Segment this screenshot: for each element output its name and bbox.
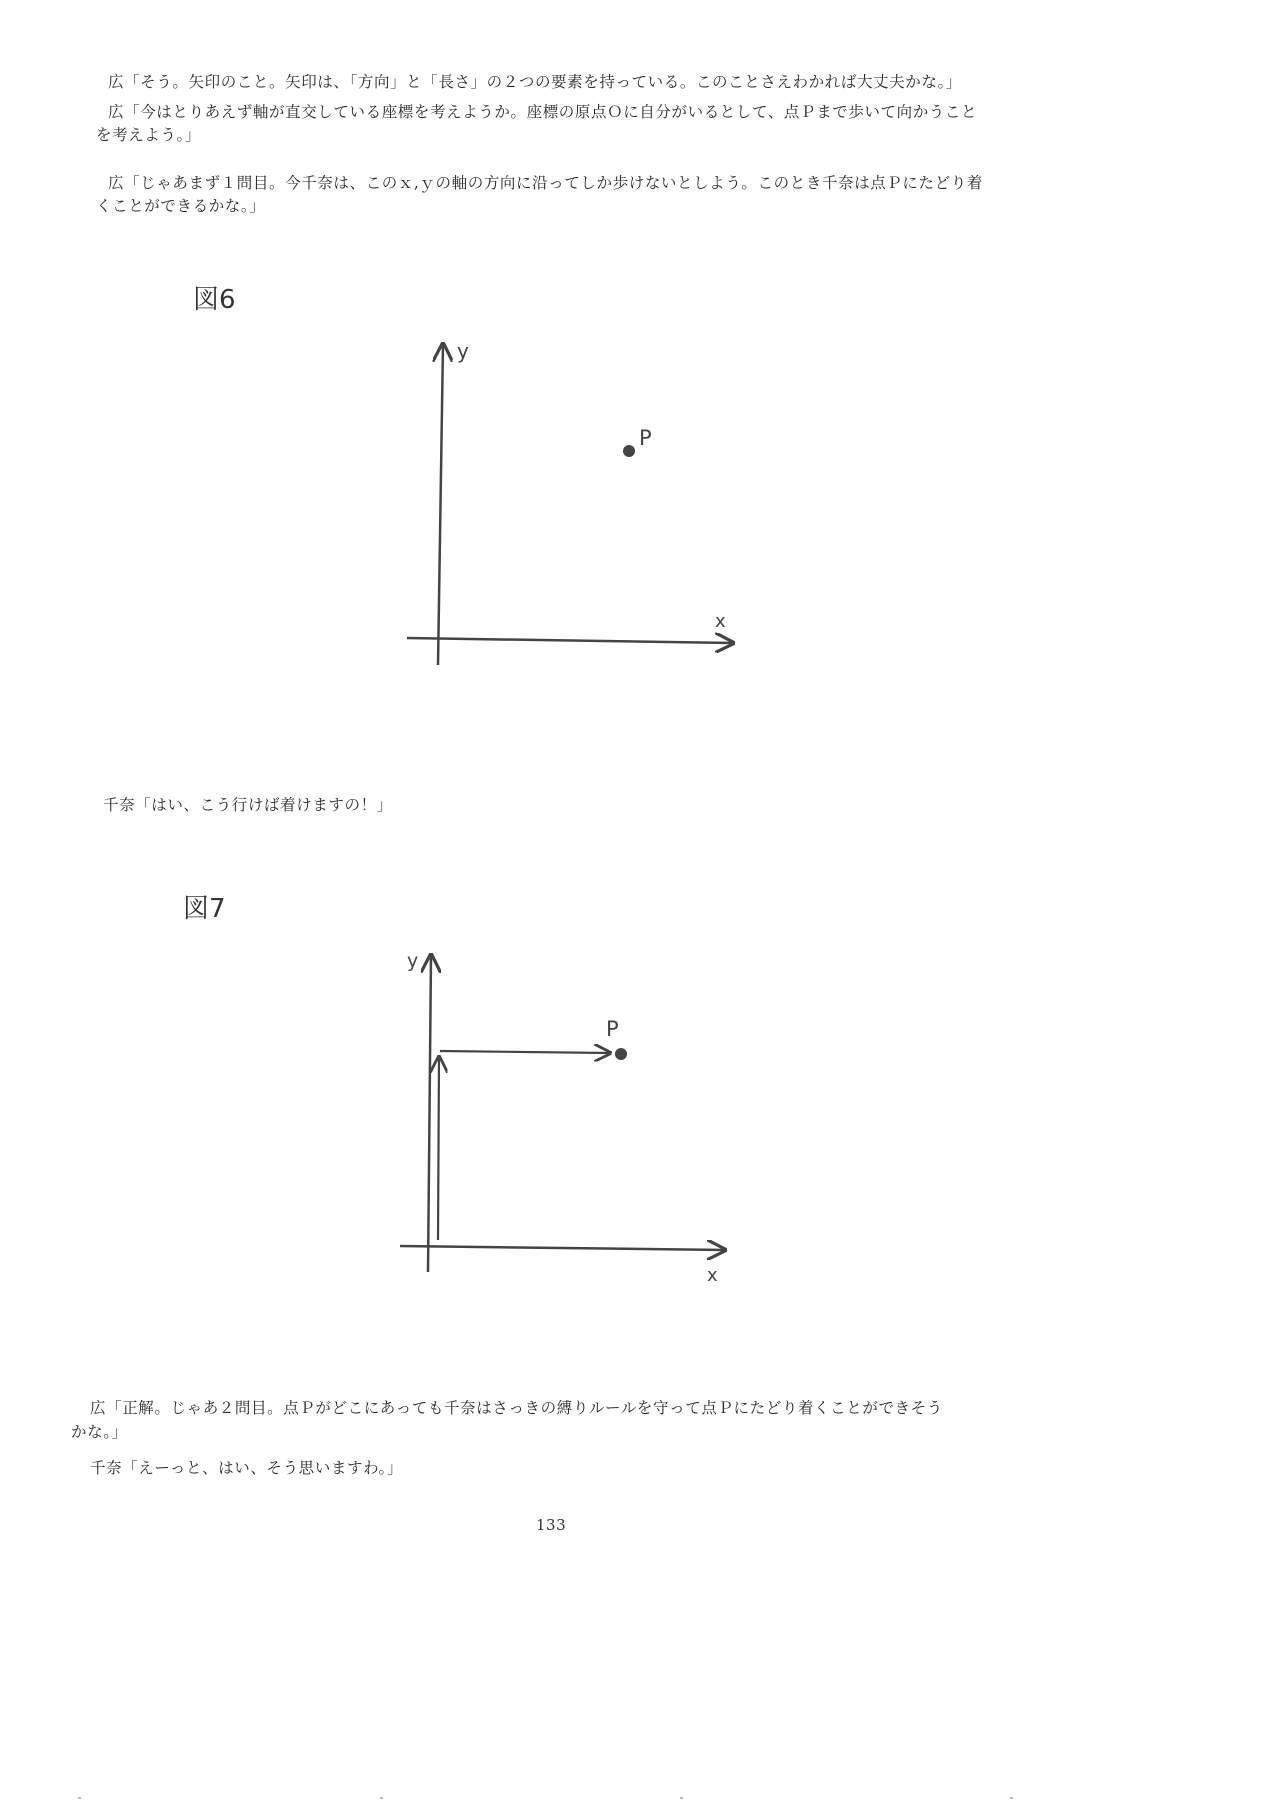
figure-6-point-p — [623, 445, 635, 457]
scan-mark — [680, 1797, 683, 1799]
figure-7-y-axis — [428, 955, 431, 1272]
scan-mark — [1010, 1797, 1013, 1799]
figure-7-x-axis — [400, 1246, 725, 1250]
paragraph-2-line-2: を考えよう。」 — [96, 126, 201, 144]
figure-6-y-axis — [438, 344, 443, 665]
scan-mark — [78, 1797, 81, 1799]
scan-mark — [380, 1797, 383, 1799]
paragraph-1: 広「そう。矢印のこと。矢印は、「方向」と「長さ」の２つの要素を持っている。このことさえわかれば大丈夫かな。」 — [108, 73, 962, 91]
paragraph-3-line-2: くことができるかな。」 — [96, 197, 266, 215]
figure-6-x-axis — [407, 638, 733, 643]
page-number: 133 — [536, 1516, 567, 1534]
figure-7-path-arrow-right — [440, 1051, 610, 1053]
figure-6-label: 図6 — [193, 285, 236, 315]
paragraph-2-line-1: 広「今はとりあえず軸が直交している座標を考えようか。座標の原点Ｏに自分がいるとして、点Ｐまで歩いて向かうこと — [108, 103, 978, 121]
paragraph-6: 千奈「えーっと、はい、そう思いますわ。」 — [90, 1459, 404, 1477]
paragraph-5-line-2: かな。」 — [71, 1423, 128, 1441]
paragraph-3-line-1: 広「じゃあまず１問目。今千奈は、このｘ,ｙの軸の方向に沿ってしか歩けないとしよう。このとき千奈は点Ｐにたどり着 — [108, 174, 983, 192]
paragraph-5-line-1: 広「正解。じゃあ２問目。点Ｐがどこにあっても千奈はさっきの縛りルールを守って点Ｐにたどり着くことができそう — [90, 1399, 943, 1417]
figure-7-path-arrow-up — [438, 1057, 439, 1240]
figure-6-x-label: x — [715, 611, 726, 632]
figure-7-x-label: x — [707, 1265, 718, 1286]
figure-7-label: 図7 — [183, 894, 226, 924]
figure-7-diagram — [385, 935, 745, 1295]
paragraph-4: 千奈「はい、こう行けば着けますの！」 — [103, 796, 393, 814]
figure-7-point-label: P — [606, 1017, 619, 1041]
figure-6-y-label: y — [457, 339, 469, 363]
figure-7-y-label: y — [407, 950, 419, 972]
figure-7-point-p — [615, 1048, 627, 1060]
figure-6-point-label: P — [639, 426, 652, 450]
figure-6-diagram — [395, 330, 755, 680]
